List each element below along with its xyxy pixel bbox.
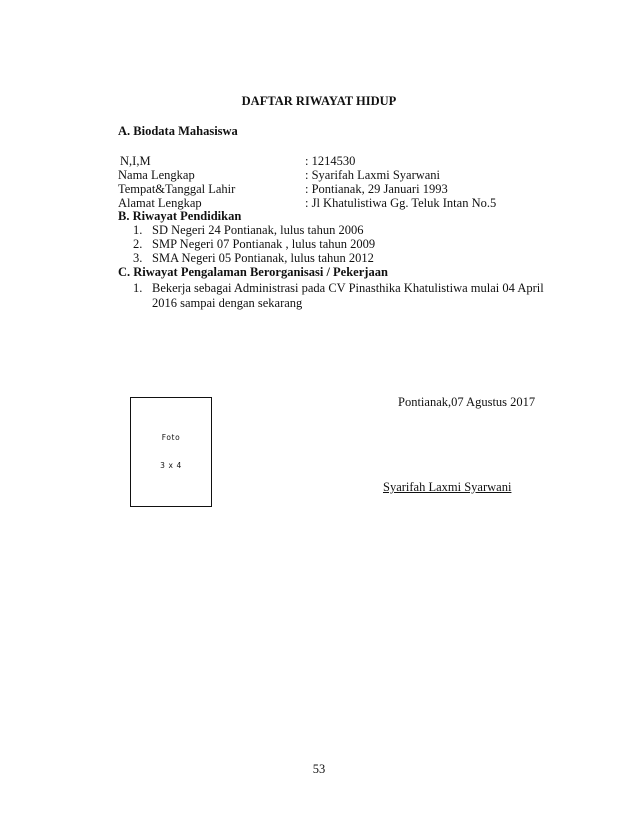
bio-label: Nama Lengkap (118, 168, 195, 182)
place-date: Pontianak,07 Agustus 2017 (398, 395, 536, 409)
page-title: DAFTAR RIWAYAT HIDUP (241, 94, 397, 108)
photo-placeholder (130, 397, 212, 507)
photo-label: Foto (161, 433, 181, 442)
list-text: SMA Negeri 05 Pontianak, lulus tahun 2012 (152, 251, 374, 265)
bio-label: N,I,M (120, 154, 151, 168)
bio-label: Alamat Lengkap (118, 196, 202, 210)
list-text: Bekerja sebagai Administrasi pada CV Pinasthika Khatulistiwa mulai 04 April (152, 281, 544, 295)
education-item (133, 223, 363, 237)
bio-value: : 1214530 (305, 154, 356, 168)
list-number: 2. (133, 237, 143, 251)
list-text: SD Negeri 24 Pontianak, lulus tahun 2006 (152, 223, 364, 237)
bio-value: : Jl Khatulistiwa Gg. Teluk Intan No.5 (305, 196, 497, 210)
bio-row-nim (118, 154, 538, 168)
bio-label: Tempat&Tanggal Lahir (118, 182, 236, 196)
list-number: 1. (133, 281, 143, 295)
list-number: 1. (133, 223, 143, 237)
education-item (133, 237, 375, 251)
bio-value: : Pontianak, 29 Januari 1993 (305, 182, 448, 196)
list-number: 3. (133, 251, 143, 265)
photo-size-label: 3 x 4 (160, 461, 182, 470)
experience-item-continuation: 2016 sampai dengan sekarang (152, 296, 303, 310)
experience-item (133, 281, 544, 295)
bio-value: : Syarifah Laxmi Syarwani (305, 168, 441, 182)
bio-row-alamat (118, 196, 538, 210)
signature-name: Syarifah Laxmi Syarwani (383, 480, 512, 494)
section-c-heading: C. Riwayat Pengalaman Berorganisasi / Pekerjaan (118, 265, 388, 279)
page-number: 53 (312, 762, 326, 776)
bio-row-nama (118, 168, 538, 182)
list-text: SMP Negeri 07 Pontianak , lulus tahun 2009 (152, 237, 376, 251)
education-item (133, 251, 374, 265)
section-a-heading: A. Biodata Mahasiswa (118, 124, 238, 138)
section-b-heading: B. Riwayat Pendidikan (118, 209, 242, 223)
bio-row-ttl (118, 182, 538, 196)
